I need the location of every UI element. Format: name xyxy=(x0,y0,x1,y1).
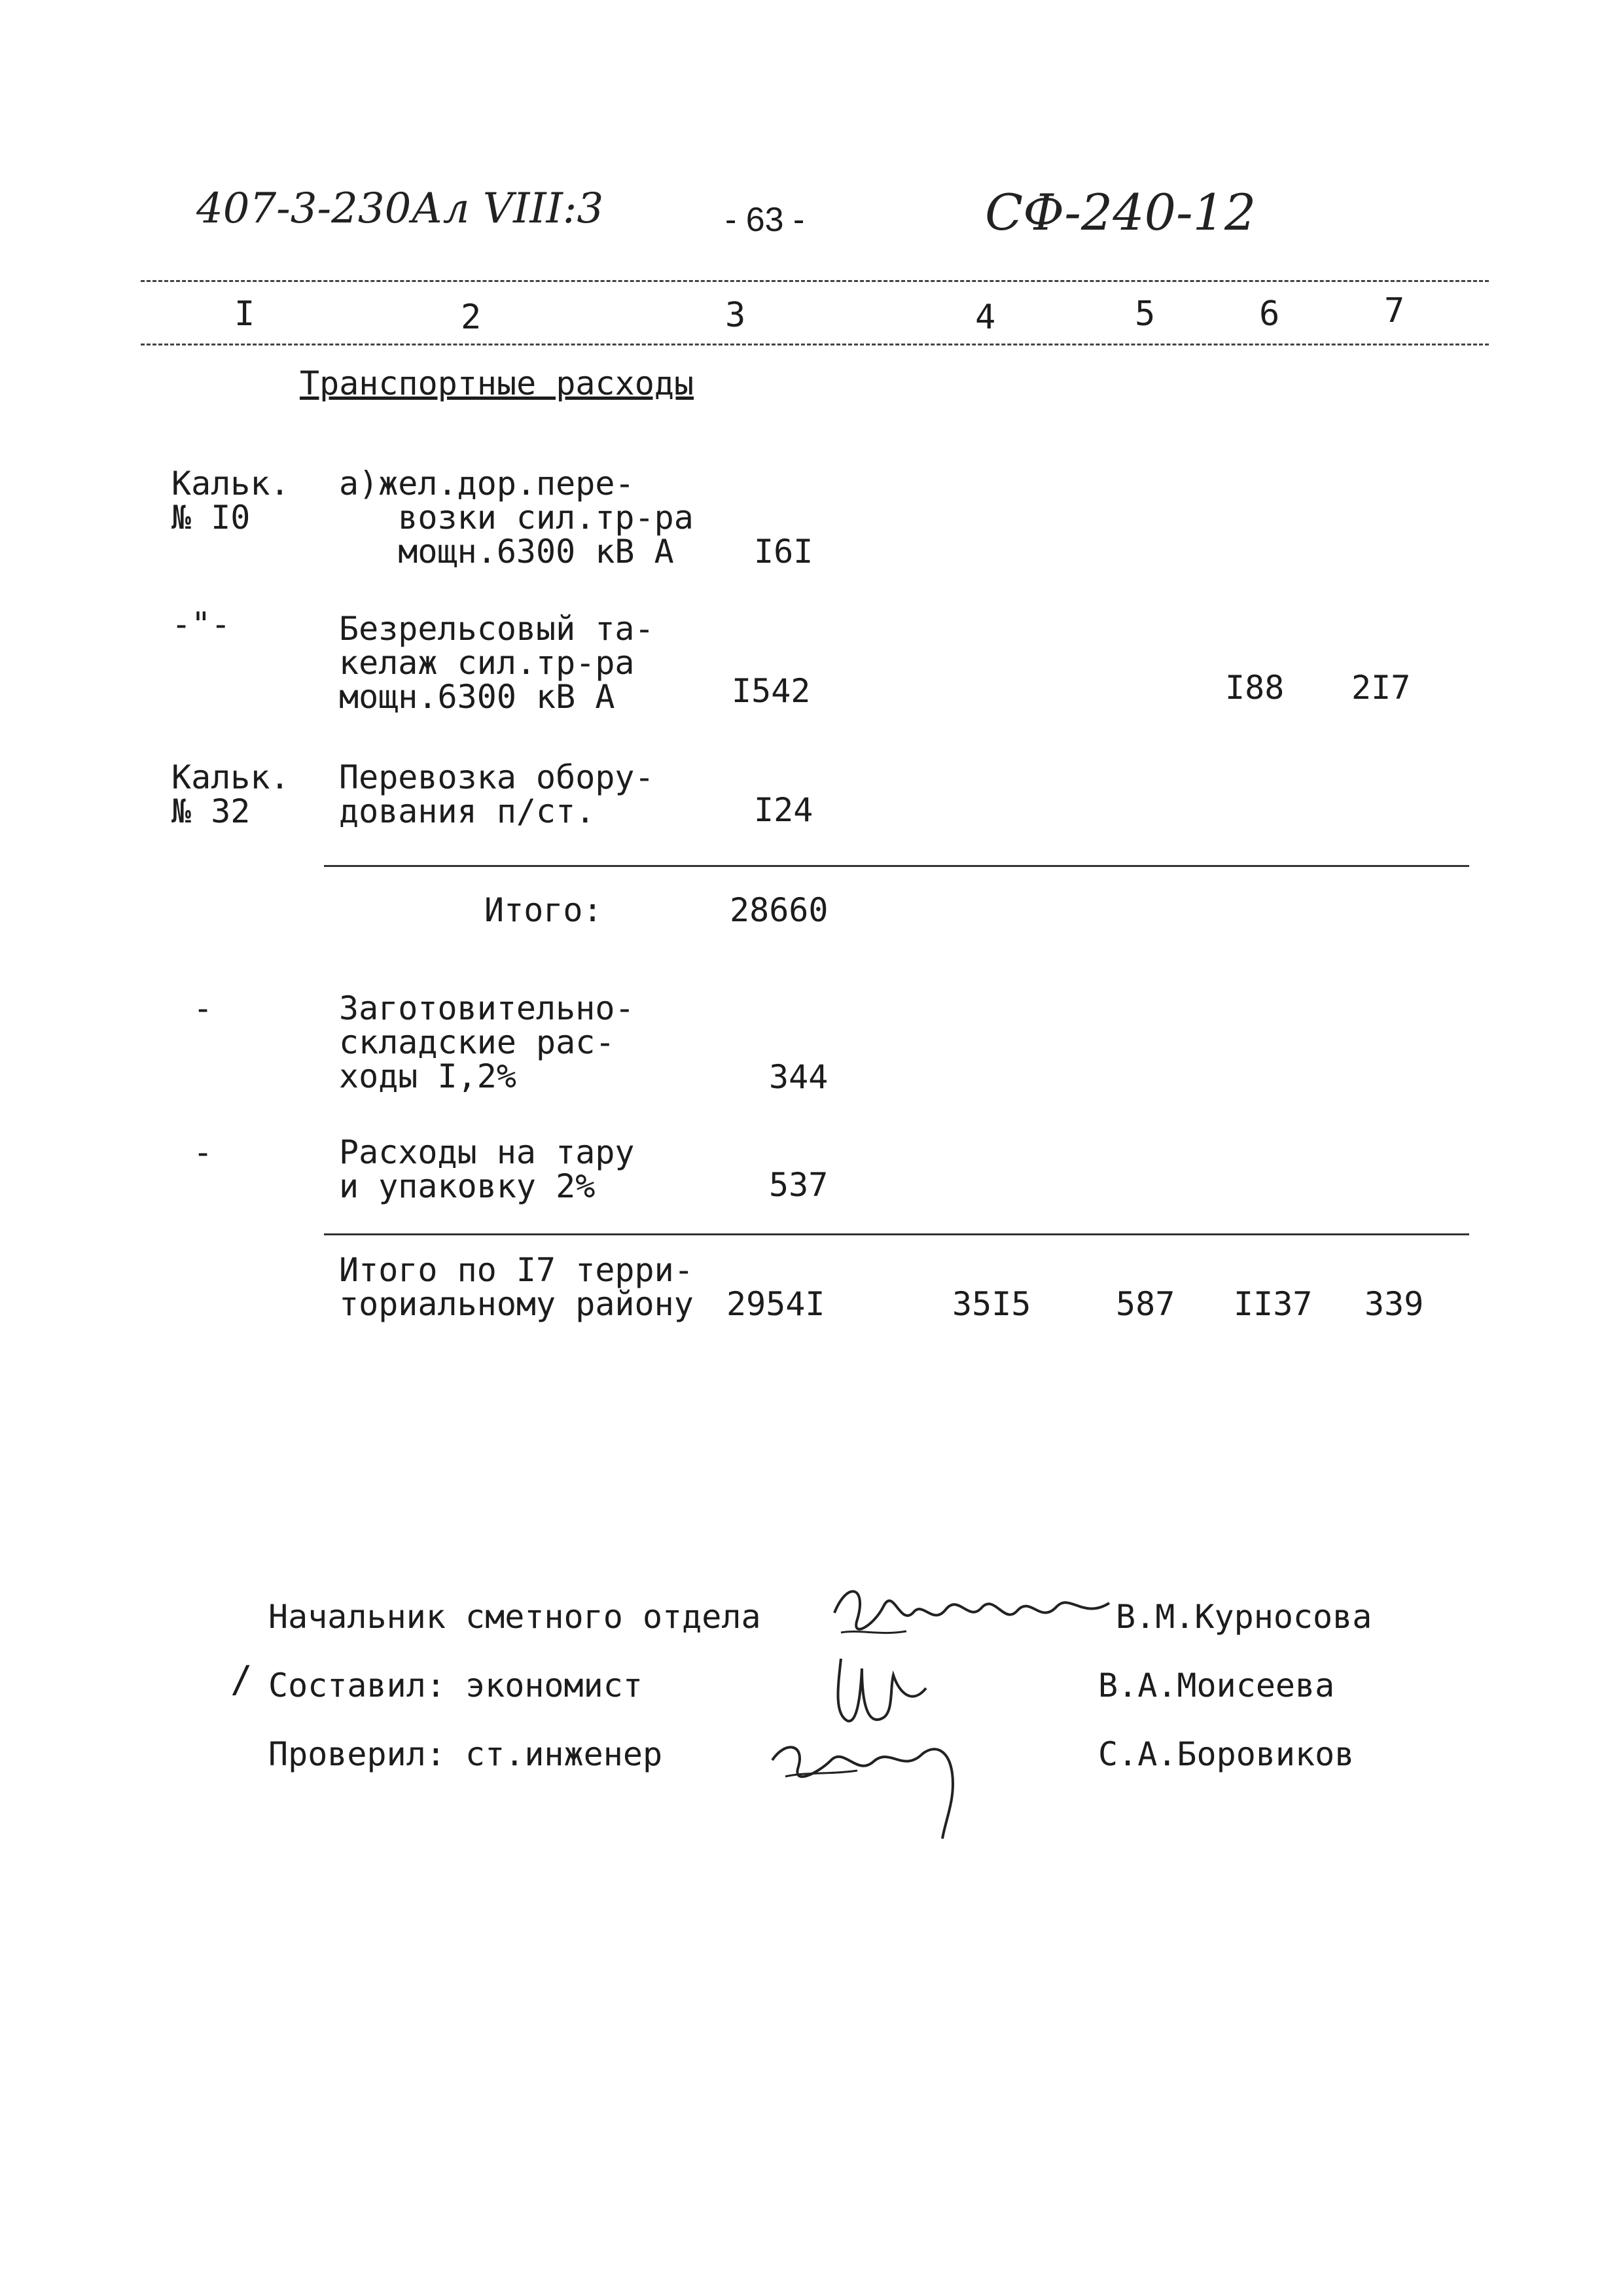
col-head-6: 6 xyxy=(1259,294,1280,334)
header-top-rule xyxy=(141,280,1489,282)
row1-ref: Кальк. № I0 xyxy=(171,465,290,537)
row3-col3: I24 xyxy=(754,791,813,829)
subtotal-rule xyxy=(324,865,1469,867)
extra2-desc: Расходы на тару и упаковку 2% xyxy=(339,1133,635,1205)
margin-tick: / xyxy=(230,1659,253,1701)
row1-col3: I6I xyxy=(754,533,813,571)
total-col6: II37 xyxy=(1234,1285,1313,1323)
total-col3: 2954I xyxy=(726,1285,825,1323)
section-title: Транспортные расходы xyxy=(300,364,694,402)
subtotal-col3: 28660 xyxy=(730,891,829,929)
header-bottom-rule xyxy=(141,344,1489,345)
sign3-name: С.А.Боровиков xyxy=(1098,1735,1355,1773)
extra2-col3: 537 xyxy=(769,1166,829,1204)
total-col5: 587 xyxy=(1116,1285,1175,1323)
signature-kurnosova xyxy=(821,1567,1122,1659)
extra1-ref: - xyxy=(193,989,213,1027)
row2-col3: I542 xyxy=(732,672,811,710)
document-code: 407-3-230Ал VIII:3 xyxy=(196,185,604,233)
total-col7: 339 xyxy=(1364,1285,1424,1323)
sign1-role: Начальник сметного отдела xyxy=(268,1598,761,1636)
row3-ref: Кальк. № 32 xyxy=(171,758,290,830)
subtotal-label: Итого: xyxy=(484,891,603,929)
total-col4: 35I5 xyxy=(952,1285,1031,1323)
total-rule xyxy=(324,1233,1469,1235)
row2-col6: I88 xyxy=(1225,669,1285,707)
sign3-role: Проверил: ст.инженер xyxy=(268,1735,663,1773)
extra2-ref: - xyxy=(193,1133,213,1171)
sign2-role: Составил: экономист xyxy=(268,1667,643,1704)
extra1-desc: Заготовительно- складские рас- ходы I,2% xyxy=(339,989,635,1095)
col-head-3: 3 xyxy=(725,296,746,335)
row3-desc: Перевозка обору- дования п/ст. xyxy=(339,758,654,830)
row1-desc: а)жел.дор.пере- возки сил.тр-ра мощн.6300 кВ А xyxy=(339,465,694,571)
sign2-name: В.А.Моисеева xyxy=(1098,1667,1335,1704)
col-head-5: 5 xyxy=(1135,294,1156,334)
row2-desc: Безрельсовый та- келаж сил.тр-ра мощн.6300 кВ А xyxy=(339,610,654,716)
signature-borovikov xyxy=(759,1714,982,1845)
total-label: Итого по I7 терри- ториальному району xyxy=(339,1251,694,1323)
col-head-4: 4 xyxy=(975,298,996,337)
row2-col7: 2I7 xyxy=(1351,669,1411,707)
row2-ref: -"- xyxy=(171,605,231,643)
extra1-col3: 344 xyxy=(769,1058,829,1096)
col-head-1: I xyxy=(234,294,255,334)
series-code: СФ-240-12 xyxy=(985,183,1257,241)
sign1-name: В.М.Курносова xyxy=(1116,1598,1372,1636)
col-head-2: 2 xyxy=(461,298,482,337)
col-head-7: 7 xyxy=(1384,291,1405,330)
page-number: - 63 - xyxy=(725,201,805,239)
